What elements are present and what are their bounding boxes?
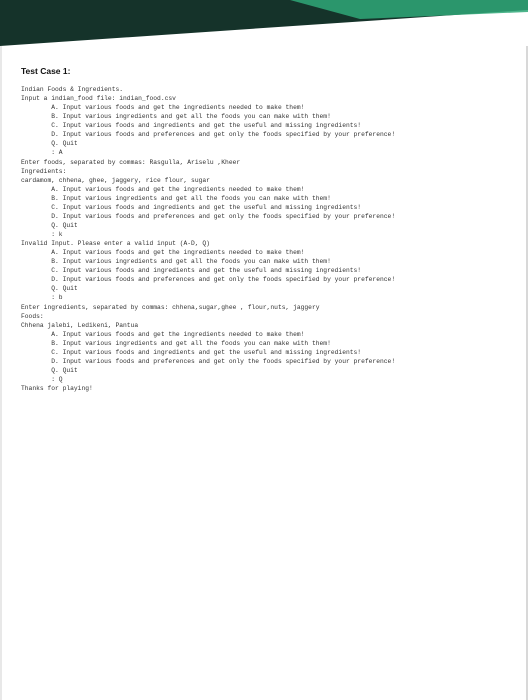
console-line: D. Input various foods and preferences and get only the foods specified by your preference! [21, 357, 396, 365]
console-line: Enter foods, separated by commas: Rasgulla, Ariselu ,Kheer [21, 158, 241, 166]
console-line: B. Input various ingredients and get all the foods you can make with them! [21, 113, 331, 121]
console-line: A. Input various foods and get the ingredients needed to make them! [21, 249, 305, 257]
test-case-heading: Test Case 1: [21, 66, 71, 76]
console-line: B. Input various ingredients and get all the foods you can make with them! [21, 258, 331, 266]
console-line: C. Input various foods and ingredients and get the useful and missing ingredients! [21, 203, 362, 211]
console-line: Enter ingredients, separated by commas: chhena,sugar,ghee , flour,nuts, jaggery [21, 303, 320, 311]
console-line: B. Input various ingredients and get all the foods you can make with them! [21, 194, 331, 202]
console-line: Input a indian_food file: indian_food.csv [21, 95, 176, 103]
console-line: : k [21, 231, 63, 238]
console-line: A. Input various foods and get the ingredients needed to make them! [21, 104, 305, 112]
console-line: D. Input various foods and preferences and get only the foods specified by your preference! [21, 276, 396, 284]
console-line: : Q [21, 376, 63, 383]
page-left-edge [0, 46, 2, 700]
console-line: Foods: [21, 312, 44, 320]
console-line: D. Input various foods and preferences and get only the foods specified by your preference! [21, 131, 396, 139]
console-line: C. Input various foods and ingredients and get the useful and missing ingredients! [21, 348, 362, 356]
console-line: Chhena jalebi, Ledikeni, Pantua [21, 321, 139, 329]
console-output [21, 85, 521, 393]
console-line: Q. Quit [21, 285, 78, 293]
console-line: C. Input various foods and ingredients and get the useful and missing ingredients! [21, 122, 362, 130]
console-line: A. Input various foods and get the ingredients needed to make them! [21, 185, 305, 193]
console-line: Q. Quit [21, 221, 78, 229]
console-line: cardamom, chhena, ghee, jaggery, rice flour, sugar [21, 176, 210, 184]
console-line: C. Input various foods and ingredients and get the useful and missing ingredients! [21, 267, 362, 275]
header-banner [0, 0, 528, 46]
console-line: B. Input various ingredients and get all the foods you can make with them! [21, 339, 331, 347]
console-line: Q. Quit [21, 366, 78, 374]
console-line: Thanks for playing! [21, 385, 93, 393]
console-line: Ingredients: [21, 167, 67, 175]
console-line: Invalid Input. Please enter a valid input (A-D, Q) [21, 240, 210, 248]
console-line: Q. Quit [21, 140, 78, 148]
console-line: Indian Foods & Ingredients. [21, 86, 124, 93]
console-line: : A [21, 149, 63, 157]
console-line: D. Input various foods and preferences and get only the foods specified by your preference! [21, 212, 396, 220]
console-line: : b [21, 294, 63, 302]
console-line: A. Input various foods and get the ingredients needed to make them! [21, 330, 305, 338]
